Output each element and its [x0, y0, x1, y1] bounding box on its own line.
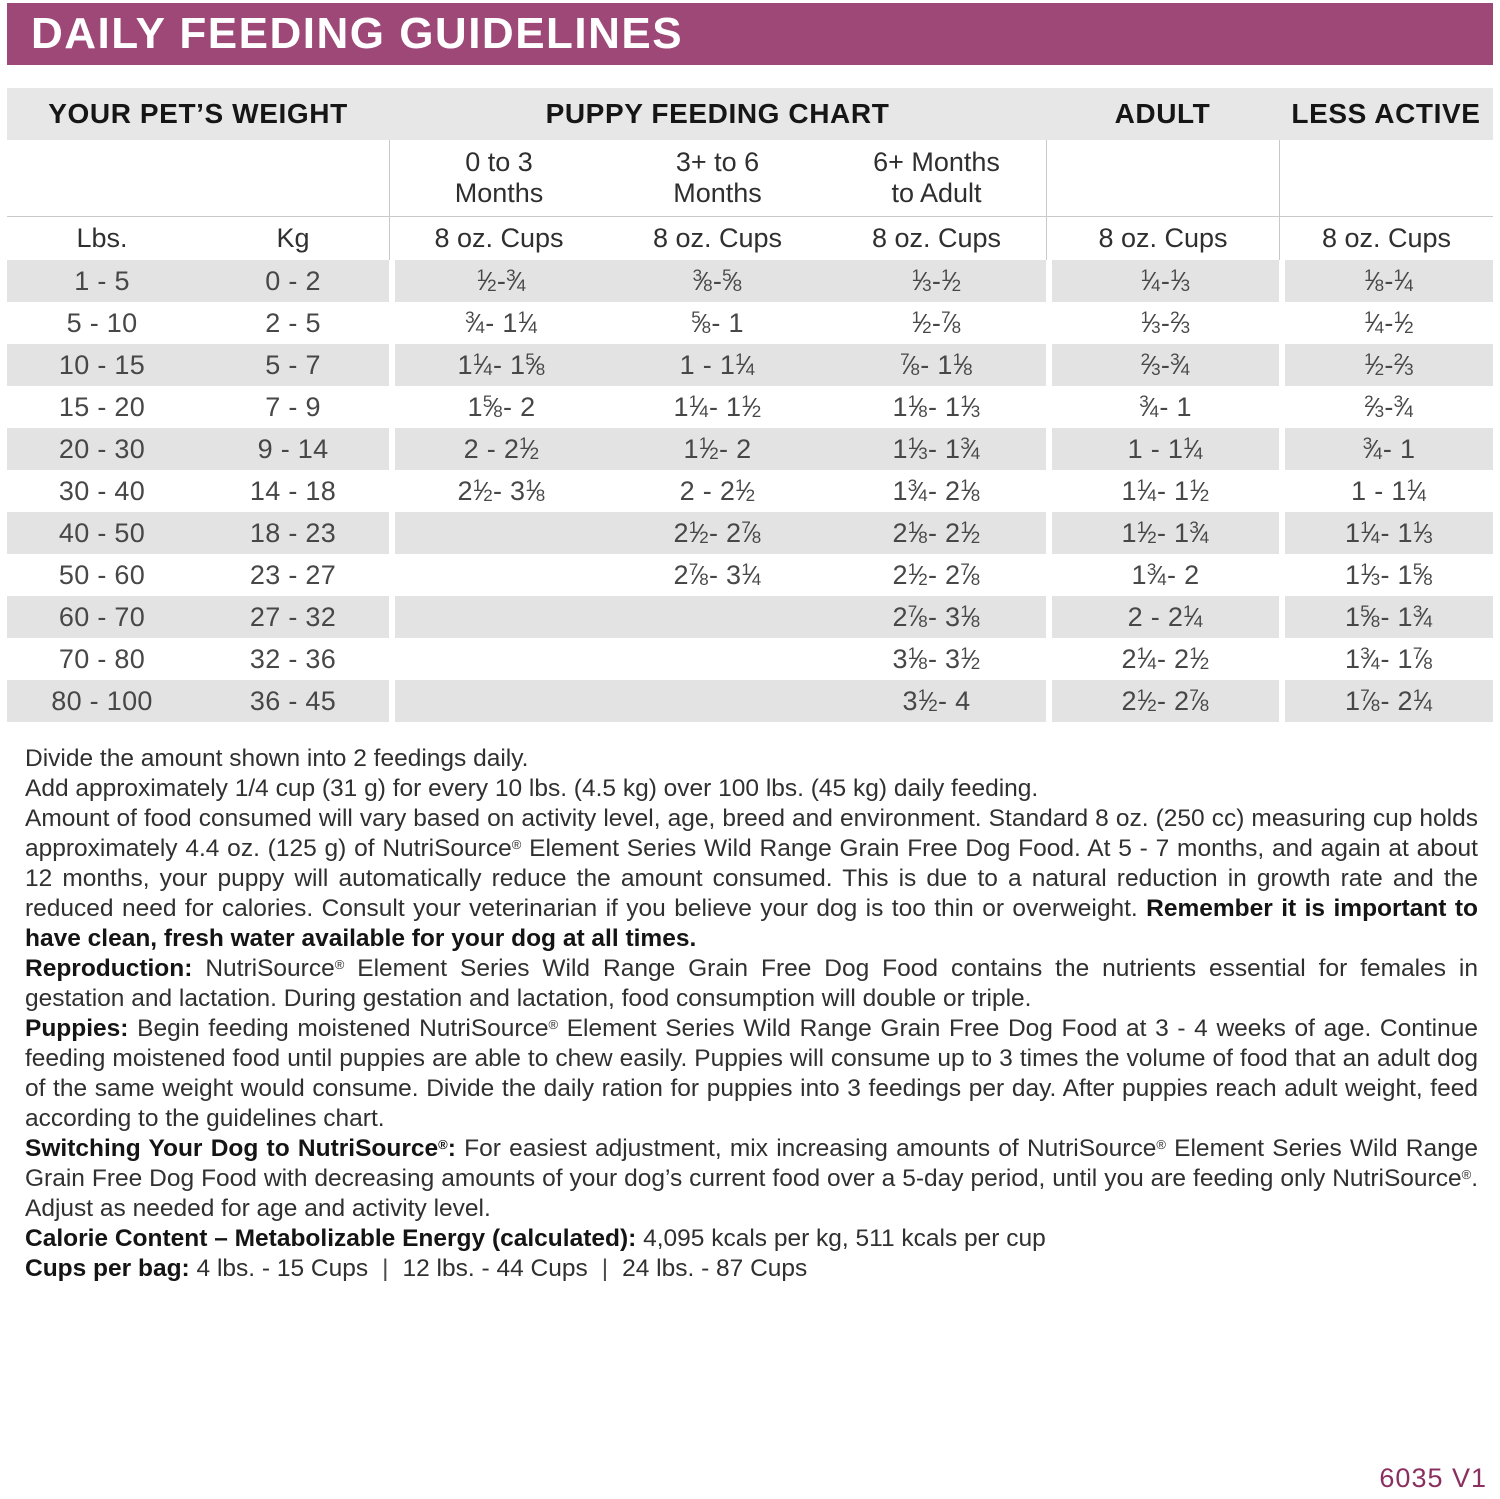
table-cell: $^3⁄_4$ - 1 [1279, 428, 1493, 470]
table-cell: 70 - 80 [7, 638, 197, 680]
table-cell: $^5⁄_8$ - 1 [608, 302, 827, 344]
table-cell: 1 $^1⁄_2$ - 1 $^3⁄_4$ [1046, 512, 1279, 554]
section-text: Begin feeding moistened NutriSource® Element Series Wild Range Grain Free Dog Food at 3 - 4 weeks of age. Continue feeding moistened food until puppies are able to chew easily. Puppies will consume up to 3 times the volume of food that an adult dog of the same weight would consume. Divide the daily ration for puppies into 3 feedings per day. After puppies reach adult weight, feed according to the guidelines chart. [25, 1015, 1478, 1132]
table-cell: 2 - 2 $^1⁄_4$ [1046, 596, 1279, 638]
unit-header: 8 oz. Cups [389, 216, 608, 260]
unit-header: 8 oz. Cups [608, 216, 827, 260]
title-bar [7, 3, 1493, 65]
table-cell: $^2⁄_3$ - $^3⁄_4$ [1046, 344, 1279, 386]
age-sub-header [197, 140, 389, 216]
table-cell: 5 - 7 [197, 344, 389, 386]
section-heading: Switching Your Dog to NutriSource®: [25, 1135, 456, 1162]
section-heading: Reproduction: [25, 955, 193, 982]
table-cell: 1 - 1 $^1⁄_4$ [608, 344, 827, 386]
page-title: DAILY FEEDING GUIDELINES [31, 9, 684, 58]
table-cell: 40 - 50 [7, 512, 197, 554]
table-cell: 2 - 2 $^1⁄_2$ [389, 428, 608, 470]
body-copy [7, 722, 1493, 1284]
table-cell: $^1⁄_4$ - $^1⁄_2$ [1279, 302, 1493, 344]
table-cell: $^1⁄_2$ - $^2⁄_3$ [1279, 344, 1493, 386]
cups-per-bag-heading: Cups per bag: [25, 1255, 190, 1282]
unit-header: Kg [197, 216, 389, 260]
table-cell [608, 596, 827, 638]
table-cell [608, 638, 827, 680]
feeding-table [7, 88, 1493, 722]
column-group-header: PUPPY FEEDING CHART [389, 88, 1046, 140]
age-sub-header [1046, 140, 1279, 216]
table-cell: 1 - 5 [7, 260, 197, 302]
age-sub-header: 0 to 3 Months [389, 140, 608, 216]
section-heading: Puppies: [25, 1015, 129, 1042]
table-cell: 1 $^3⁄_4$ - 2 $^1⁄_8$ [827, 470, 1046, 512]
table-cell: 2 $^1⁄_2$ - 2 $^7⁄_8$ [827, 554, 1046, 596]
table-cell [389, 638, 608, 680]
table-cell: 2 $^1⁄_2$ - 3 $^1⁄_8$ [389, 470, 608, 512]
table-cell: 2 - 5 [197, 302, 389, 344]
table-cell: $^1⁄_3$ - $^1⁄_2$ [827, 260, 1046, 302]
cups-per-bag-items [197, 1255, 808, 1282]
table-cell: 1 $^1⁄_2$ - 2 [608, 428, 827, 470]
table-cell: 2 $^7⁄_8$ - 3 $^1⁄_4$ [608, 554, 827, 596]
table-cell: $^1⁄_2$ - $^3⁄_4$ [389, 260, 608, 302]
notes-block [25, 744, 1478, 954]
section-reproduction [25, 954, 1478, 1014]
column-group-header: YOUR PET’S WEIGHT [7, 88, 389, 140]
table-cell: 15 - 20 [7, 386, 197, 428]
table-cell: 23 - 27 [197, 554, 389, 596]
note-line-2: Add approximately 1/4 cup (31 g) for every 10 lbs. (4.5 kg) over 100 lbs. (45 kg) daily feeding. [25, 775, 1039, 802]
table-cell: 3 $^1⁄_8$ - 3 $^1⁄_2$ [827, 638, 1046, 680]
note-line-1: Divide the amount shown into 2 feedings daily. [25, 745, 529, 772]
table-cell: 50 - 60 [7, 554, 197, 596]
table-cell: 1 $^1⁄_8$ - 1 $^1⁄_3$ [827, 386, 1046, 428]
table-cell: 32 - 36 [197, 638, 389, 680]
section-text: NutriSource® Element Series Wild Range Grain Free Dog Food contains the nutrients essential for females in gestation and lactation. During gestation and lactation, food consumption will double or triple. [25, 955, 1478, 1012]
section-switching [25, 1134, 1478, 1224]
unit-header: 8 oz. Cups [1279, 216, 1493, 260]
table-cell [389, 554, 608, 596]
table-cell: 1 $^3⁄_4$ - 1 $^7⁄_8$ [1279, 638, 1493, 680]
table-cell: 0 - 2 [197, 260, 389, 302]
age-sub-header [1279, 140, 1493, 216]
table-cell: 1 $^1⁄_4$ - 1 $^1⁄_2$ [608, 386, 827, 428]
table-cell: 30 - 40 [7, 470, 197, 512]
age-sub-header: 3+ to 6 Months [673, 146, 762, 208]
table-cell: 1 $^1⁄_3$ - 1 $^3⁄_4$ [827, 428, 1046, 470]
table-cell: 36 - 45 [197, 680, 389, 722]
note-body: Amount of food consumed will vary based on activity level, age, breed and environment. Standard 8 oz. (250 cc) measuring cup holds approximately 4.4 oz. (125 g) of NutriSource® Element Series Wild Range Grain Free Dog Food. At 5 - 7 months, and again at about 12 months, your puppy will automatically reduce the amount consumed. This is due to a natural reduction in growth rate and the reduced need for calories. Consult your veterinarian if you believe your dog is too thin or overweight. [25, 805, 1478, 922]
cups-per-bag-line [25, 1254, 1478, 1284]
table-cell: 7 - 9 [197, 386, 389, 428]
table-cell: 2 $^1⁄_8$ - 2 $^1⁄_2$ [827, 512, 1046, 554]
note-paragraph [25, 804, 1478, 954]
table-cell: $^3⁄_4$ - 1 $^1⁄_4$ [389, 302, 608, 344]
table-cell: 9 - 14 [197, 428, 389, 470]
table-cell: 1 $^5⁄_8$ - 1 $^3⁄_4$ [1279, 596, 1493, 638]
document-code: 6035 V1 [1379, 1463, 1487, 1493]
table-cell [608, 680, 827, 722]
table-cell: 3 $^1⁄_2$ - 4 [827, 680, 1046, 722]
table-cell: 1 - 1 $^1⁄_4$ [1046, 428, 1279, 470]
table-cell: 5 - 10 [7, 302, 197, 344]
cups-per-bag-item: 12 lbs. - 44 Cups [402, 1255, 588, 1282]
table-cell: 27 - 32 [197, 596, 389, 638]
column-group-header: LESS ACTIVE [1279, 88, 1493, 140]
separator: | [601, 1255, 609, 1282]
calorie-content-line [25, 1224, 1478, 1254]
table-cell: $^3⁄_8$ - $^5⁄_8$ [608, 260, 827, 302]
table-cell [389, 596, 608, 638]
table-cell: 60 - 70 [7, 596, 197, 638]
table-cell: 1 $^1⁄_4$ - 1 $^1⁄_3$ [1279, 512, 1493, 554]
table-cell: $^1⁄_2$ - $^7⁄_8$ [827, 302, 1046, 344]
section-text: For easiest adjustment, mix increasing amounts of NutriSource® Element Series Wild Range Grain Free Dog Food with decreasing amounts of your dog’s current food over a 5-day period, until you are feeding only NutriSource®. Adjust as needed for age and activity level. [25, 1135, 1478, 1222]
table-cell: 2 $^1⁄_4$ - 2 $^1⁄_2$ [1046, 638, 1279, 680]
age-sub-header: 6+ Months to Adult [873, 146, 1000, 208]
table-cell: 1 $^7⁄_8$ - 2 $^1⁄_4$ [1279, 680, 1493, 722]
section-puppies [25, 1014, 1478, 1134]
table-cell: 1 $^3⁄_4$ - 2 [1046, 554, 1279, 596]
table-cell: 1 $^1⁄_4$ - 1 $^5⁄_8$ [389, 344, 608, 386]
table-cell: 10 - 15 [7, 344, 197, 386]
note-bold-sentence: Remember it is important to have clean, fresh water available for your dog at all times. [25, 895, 1478, 952]
table-cell [389, 680, 608, 722]
table-cell: 2 $^1⁄_2$ - 2 $^7⁄_8$ [608, 512, 827, 554]
table-cell: 20 - 30 [7, 428, 197, 470]
table-cell: 80 - 100 [7, 680, 197, 722]
table-cell: $^7⁄_8$ - 1 $^1⁄_8$ [827, 344, 1046, 386]
table-cell: $^2⁄_3$ - $^3⁄_4$ [1279, 386, 1493, 428]
table-cell: $^1⁄_8$ - $^1⁄_4$ [1279, 260, 1493, 302]
separator: | [382, 1255, 389, 1282]
calorie-text: 4,095 kcals per kg, 511 kcals per cup [643, 1225, 1046, 1252]
table-cell: 14 - 18 [197, 470, 389, 512]
table-cell: 2 $^7⁄_8$ - 3 $^1⁄_8$ [827, 596, 1046, 638]
age-sub-header [7, 140, 197, 216]
unit-header: Lbs. [7, 216, 197, 260]
table-cell: 1 $^1⁄_3$ - 1 $^5⁄_8$ [1279, 554, 1493, 596]
unit-header: 8 oz. Cups [827, 216, 1046, 260]
table-cell: $^1⁄_4$ - $^1⁄_3$ [1046, 260, 1279, 302]
table-cell: $^3⁄_4$ - 1 [1046, 386, 1279, 428]
table-cell: 18 - 23 [197, 512, 389, 554]
table-cell: 1 $^5⁄_8$ - 2 [389, 386, 608, 428]
cups-per-bag-item: 24 lbs. - 87 Cups [622, 1255, 808, 1282]
cups-per-bag-item: 4 lbs. - 15 Cups [196, 1255, 369, 1282]
table-cell: 1 $^1⁄_4$ - 1 $^1⁄_2$ [1046, 470, 1279, 512]
table-cell: 2 - 2 $^1⁄_2$ [608, 470, 827, 512]
table-cell: 1 - 1 $^1⁄_4$ [1279, 470, 1493, 512]
table-cell [389, 512, 608, 554]
table-cell: 2 $^1⁄_2$ - 2 $^7⁄_8$ [1046, 680, 1279, 722]
column-group-header: ADULT [1046, 88, 1279, 140]
unit-header: 8 oz. Cups [1046, 216, 1279, 260]
calorie-heading: Calorie Content – Metabolizable Energy (calculated): [25, 1225, 637, 1252]
table-cell: $^1⁄_3$ - $^2⁄_3$ [1046, 302, 1279, 344]
